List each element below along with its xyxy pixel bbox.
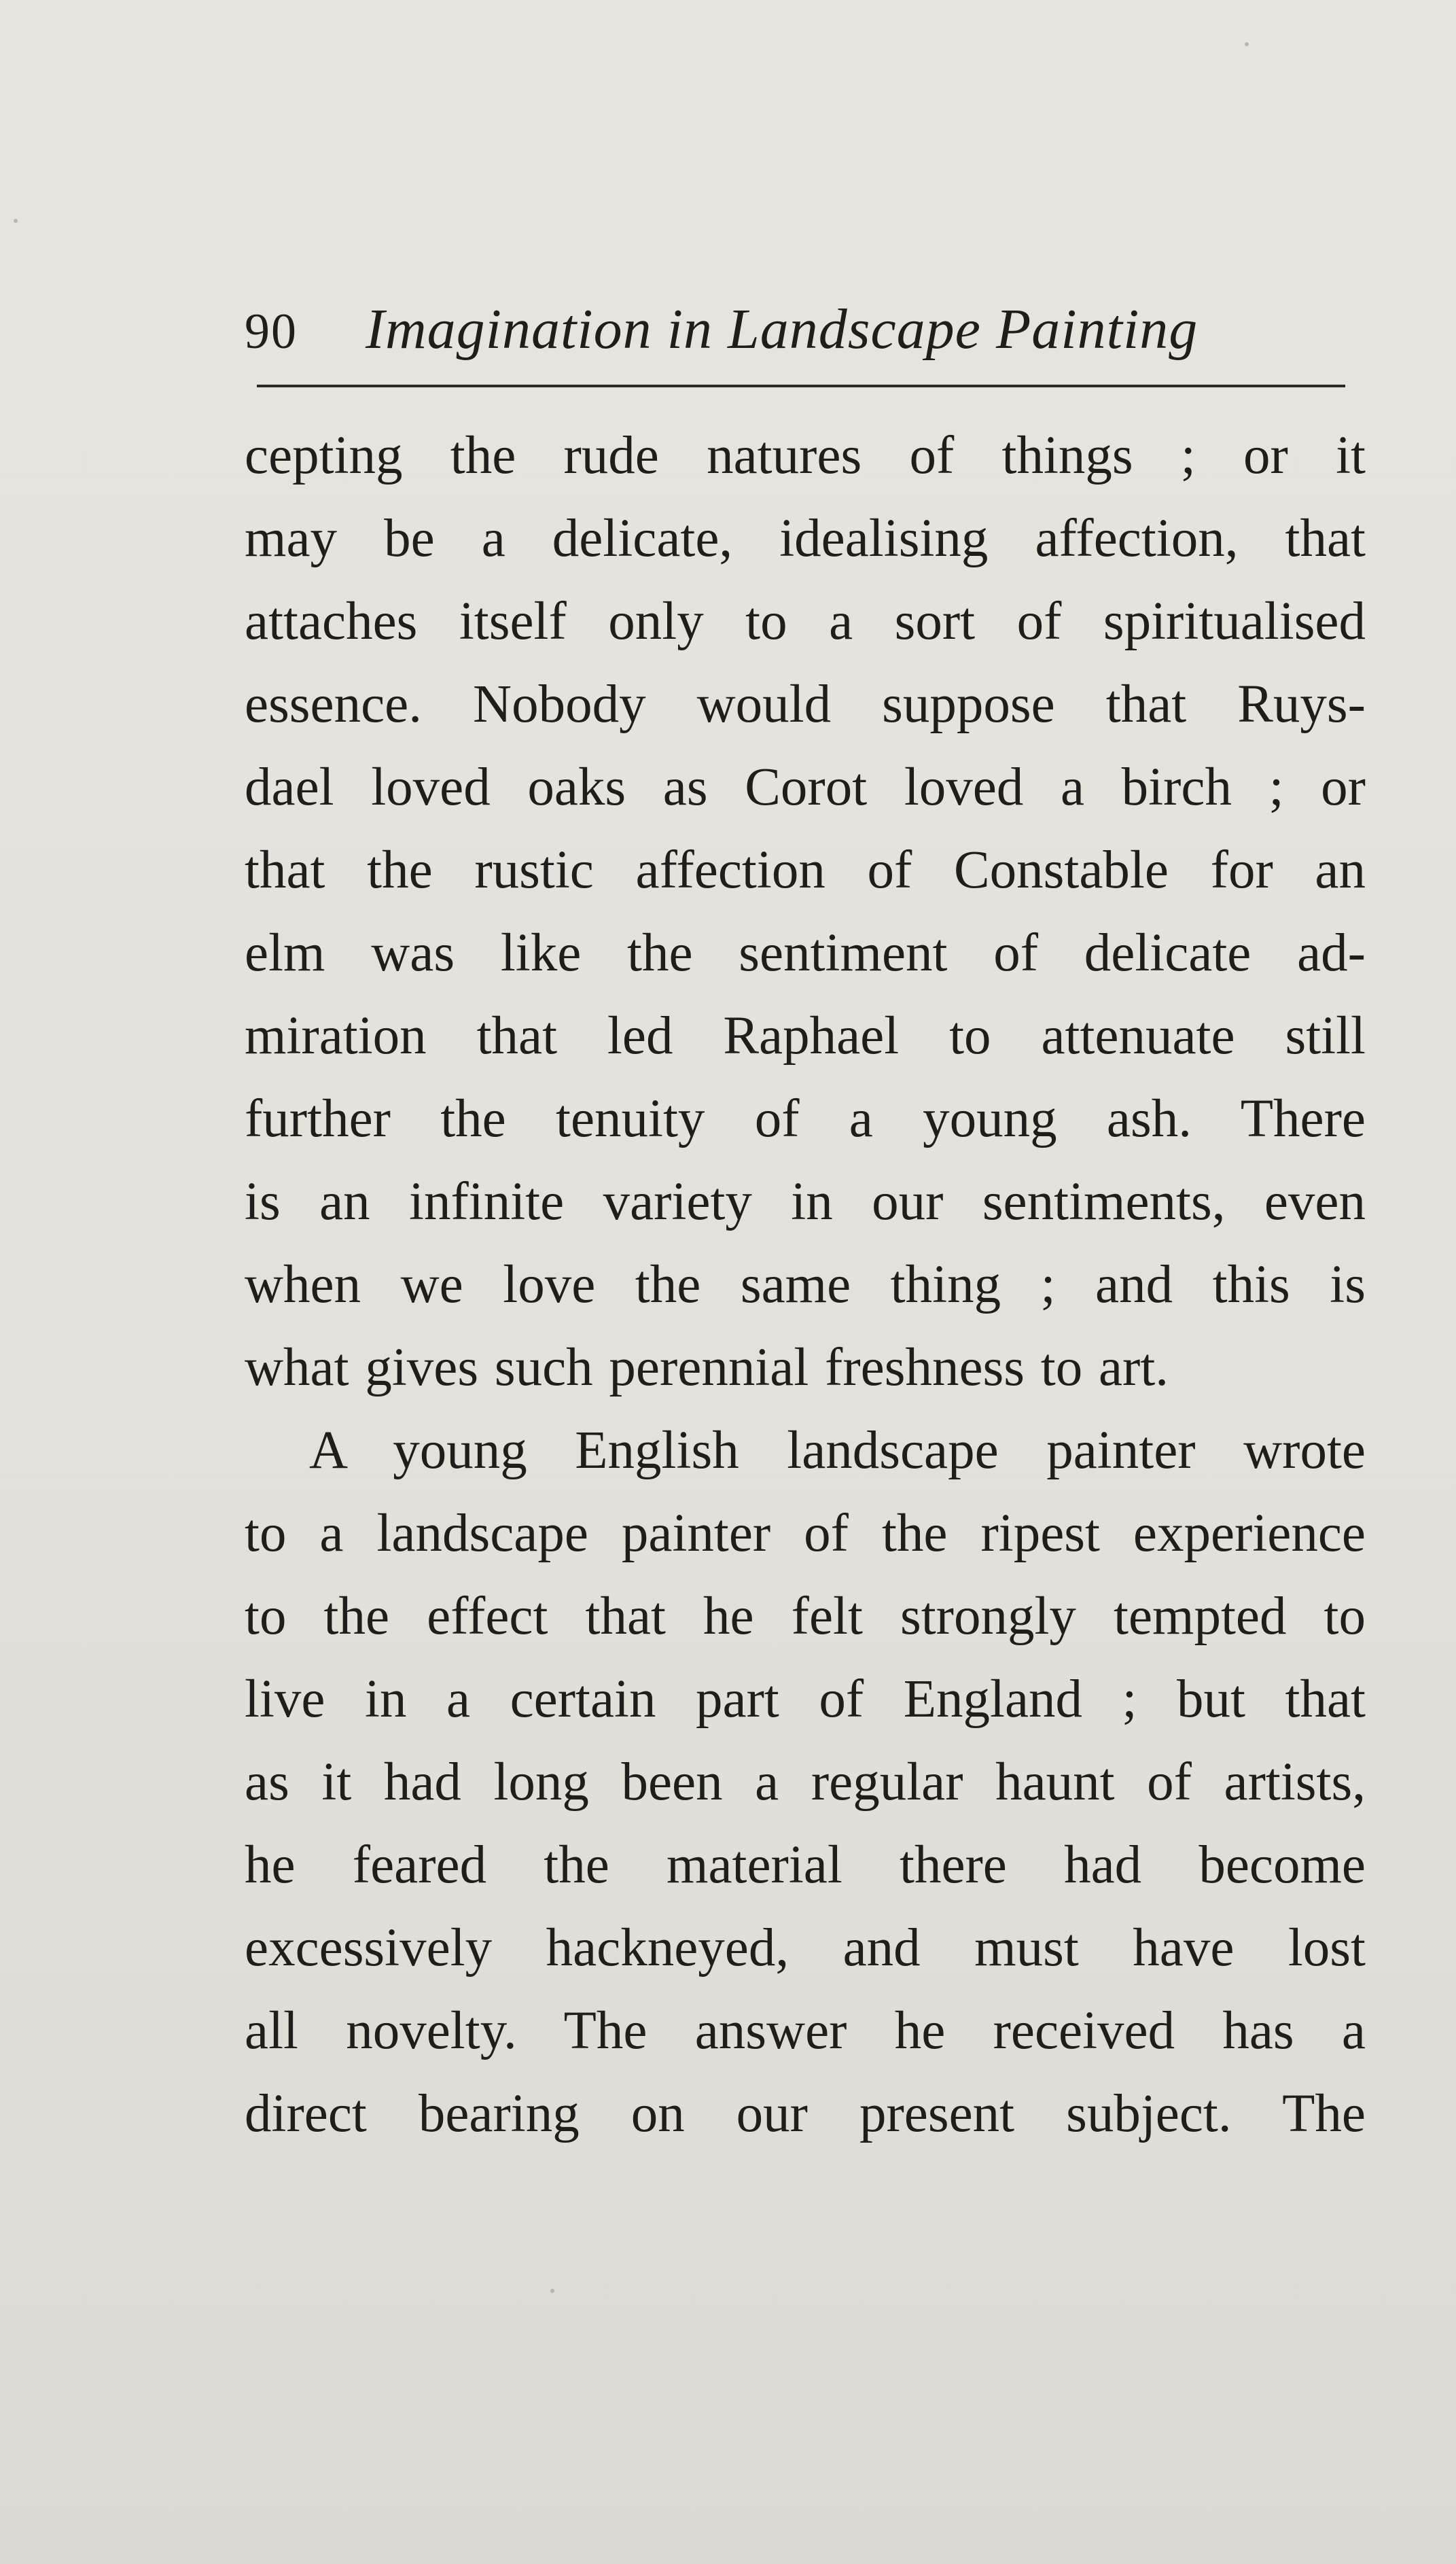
header-rule <box>257 385 1345 387</box>
page-number: 90 <box>245 304 298 359</box>
text-line: excessively hackneyed, and must have lost <box>245 1918 1366 1978</box>
text-line: to the effect that he felt strongly tempted to <box>245 1587 1366 1646</box>
paragraph-first-line: A young English landscape painter wrote <box>309 1421 1366 1480</box>
text-line: essence. Nobody would suppose that Ruys- <box>245 675 1366 734</box>
text-line: live in a certain part of England ; but that <box>245 1670 1366 1729</box>
text-line: cepting the rude natures of things ; or it <box>245 426 1366 485</box>
text-line: as it had long been a regular haunt of artists, <box>245 1753 1366 1812</box>
text-line: miration that led Raphael to attenuate still <box>245 1006 1366 1066</box>
paper-speck <box>1245 42 1249 46</box>
text-line: attaches itself only to a sort of spiritualised <box>245 592 1366 651</box>
text-line: that the rustic affection of Constable for an <box>245 841 1366 900</box>
text-line: further the tenuity of a young ash. There <box>245 1089 1366 1148</box>
text-line: direct bearing on our present subject. The <box>245 2084 1366 2143</box>
text-line: elm was like the sentiment of delicate ad- <box>245 924 1366 983</box>
text-line: may be a delicate, idealising affection, that <box>245 509 1366 568</box>
text-line: is an infinite variety in our sentiments, even <box>245 1172 1366 1231</box>
text-line: dael loved oaks as Corot loved a birch ; or <box>245 758 1366 817</box>
text-line: when we love the same thing ; and this is <box>245 1255 1366 1314</box>
text-line: all novelty. The answer he received has a <box>245 2001 1366 2060</box>
paper-speck <box>14 219 18 223</box>
text-line: to a landscape painter of the ripest experience <box>245 1504 1366 1563</box>
running-title: Imagination in Landscape Painting <box>366 298 1198 361</box>
text-line: he feared the material there had become <box>245 1836 1366 1895</box>
body-text <box>245 415 1366 2156</box>
text-line: what gives such perennial freshness to art. <box>245 1338 1169 1397</box>
running-head <box>245 292 1345 367</box>
paper-speck <box>550 2289 554 2293</box>
